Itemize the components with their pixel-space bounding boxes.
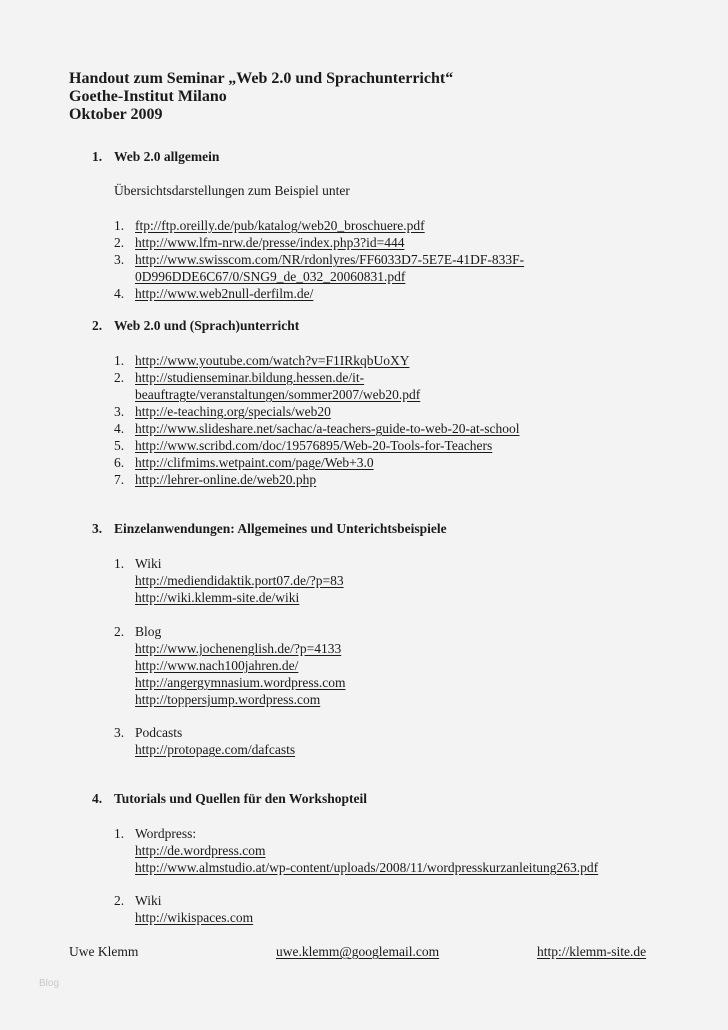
link[interactable]: http://angergymnasium.wordpress.com bbox=[135, 675, 346, 690]
link-line bbox=[135, 741, 295, 758]
list-item: 5. http://www.scribd.com/doc/19576895/Web-20-Tools-for-Teachers bbox=[114, 438, 493, 453]
link[interactable]: http://www.swisscom.com/NR/rdonlyres/FF6033D7-5E7E-41DF-833F- bbox=[135, 252, 525, 267]
link[interactable]: http://www.lfm-nrw.de/presse/index.php3?id=444 bbox=[135, 235, 405, 250]
list-item: 7. http://lehrer-online.de/web20.php bbox=[114, 472, 317, 487]
link[interactable]: http://wikispaces.com bbox=[135, 910, 254, 925]
link-line bbox=[135, 674, 345, 691]
section-4-heading: 4. Tutorials und Quellen für den Workshopteil bbox=[92, 791, 367, 806]
list-item: 2. Wiki bbox=[114, 893, 162, 908]
list-item: 2. Blog bbox=[114, 624, 162, 639]
link-continuation bbox=[135, 268, 405, 285]
link-line bbox=[135, 909, 253, 926]
link[interactable]: http://studienseminar.bildung.hessen.de/it- bbox=[135, 370, 365, 385]
list-item: 2. http://studienseminar.bildung.hessen.de/it- bbox=[114, 370, 365, 385]
footer-author: Uwe Klemm bbox=[69, 944, 139, 959]
link[interactable]: http://www.almstudio.at/wp-content/uploads/2008/11/wordpresskurzanleitung263.pdf bbox=[135, 860, 599, 875]
link[interactable]: http://www.jochenenglish.de/?p=4133 bbox=[135, 641, 342, 656]
link[interactable]: http://www.web2null-derfilm.de/ bbox=[135, 286, 314, 301]
section-3-heading: 3. Einzelanwendungen: Allgemeines und Unterichtsbeispiele bbox=[92, 521, 447, 536]
list-item: 3. http://e-teaching.org/specials/web20 bbox=[114, 404, 331, 419]
link-line bbox=[135, 640, 341, 657]
link[interactable]: http://de.wordpress.com bbox=[135, 843, 266, 858]
link-line bbox=[135, 859, 598, 876]
link-line bbox=[135, 691, 320, 708]
document-header bbox=[69, 70, 453, 124]
link[interactable]: http://wiki.klemm-site.de/wiki bbox=[135, 590, 300, 605]
link[interactable]: http://clifmims.wetpaint.com/page/Web+3.0 bbox=[135, 455, 374, 470]
footer-site-link[interactable]: http://klemm-site.de bbox=[537, 944, 647, 959]
link-line bbox=[135, 842, 265, 859]
list-item: 4. http://www.web2null-derfilm.de/ bbox=[114, 286, 314, 301]
link[interactable]: http://mediendidaktik.port07.de/?p=83 bbox=[135, 573, 344, 588]
link[interactable]: http://www.slideshare.net/sachac/a-teachers-guide-to-web-20-at-school bbox=[135, 421, 520, 436]
document-title: Handout zum Seminar „Web 2.0 und Sprachunterricht“ bbox=[69, 70, 454, 87]
link[interactable]: http://www.scribd.com/doc/19576895/Web-20-Tools-for-Teachers bbox=[135, 438, 493, 453]
footer-email-link[interactable]: uwe.klemm@googlemail.com bbox=[276, 944, 440, 959]
list-item: 1. http://www.youtube.com/watch?v=F1IRkqbUoXY bbox=[114, 353, 410, 368]
link-continuation bbox=[135, 386, 420, 403]
watermark: Blog bbox=[39, 978, 60, 989]
link[interactable]: http://lehrer-online.de/web20.php bbox=[135, 472, 317, 487]
section-1-intro: Übersichtsdarstellungen zum Beispiel unter bbox=[114, 183, 350, 198]
link[interactable]: ftp://ftp.oreilly.de/pub/katalog/web20_broschuere.pdf bbox=[135, 218, 425, 233]
list-item: 1. ftp://ftp.oreilly.de/pub/katalog/web20_broschuere.pdf bbox=[114, 218, 425, 233]
document-date: Oktober 2009 bbox=[69, 106, 163, 123]
link[interactable]: http://www.nach100jahren.de/ bbox=[135, 658, 299, 673]
list-item: 3. http://www.swisscom.com/NR/rdonlyres/FF6033D7-5E7E-41DF-833F- bbox=[114, 252, 525, 267]
link[interactable]: http://protopage.com/dafcasts bbox=[135, 742, 296, 757]
list-item: 1. Wiki bbox=[114, 556, 162, 571]
link[interactable]: http://www.youtube.com/watch?v=F1IRkqbUoXY bbox=[135, 353, 410, 368]
list-item: 6. http://clifmims.wetpaint.com/page/Web+3.0 bbox=[114, 455, 374, 470]
link-line bbox=[135, 657, 298, 674]
list-item: 2. http://www.lfm-nrw.de/presse/index.php3?id=444 bbox=[114, 235, 405, 250]
section-1-heading: 1. Web 2.0 allgemein bbox=[92, 149, 220, 164]
link[interactable]: http://toppersjump.wordpress.com bbox=[135, 692, 321, 707]
link[interactable]: beauftragte/veranstaltungen/sommer2007/web20.pdf bbox=[135, 387, 421, 402]
link[interactable]: 0D996DDE6C67/0/SNG9_de_032_20060831.pdf bbox=[135, 269, 406, 284]
institution: Goethe-Institut Milano bbox=[69, 88, 227, 105]
list-item: 4. http://www.slideshare.net/sachac/a-teachers-guide-to-web-20-at-school bbox=[114, 421, 520, 436]
list-item: 1. Wordpress: bbox=[114, 826, 197, 841]
list-item: 3. Podcasts bbox=[114, 725, 183, 740]
section-2-heading: 2. Web 2.0 und (Sprach)unterricht bbox=[92, 318, 300, 333]
link-line bbox=[135, 589, 299, 606]
link-line bbox=[135, 572, 344, 589]
link[interactable]: http://e-teaching.org/specials/web20 bbox=[135, 404, 331, 419]
